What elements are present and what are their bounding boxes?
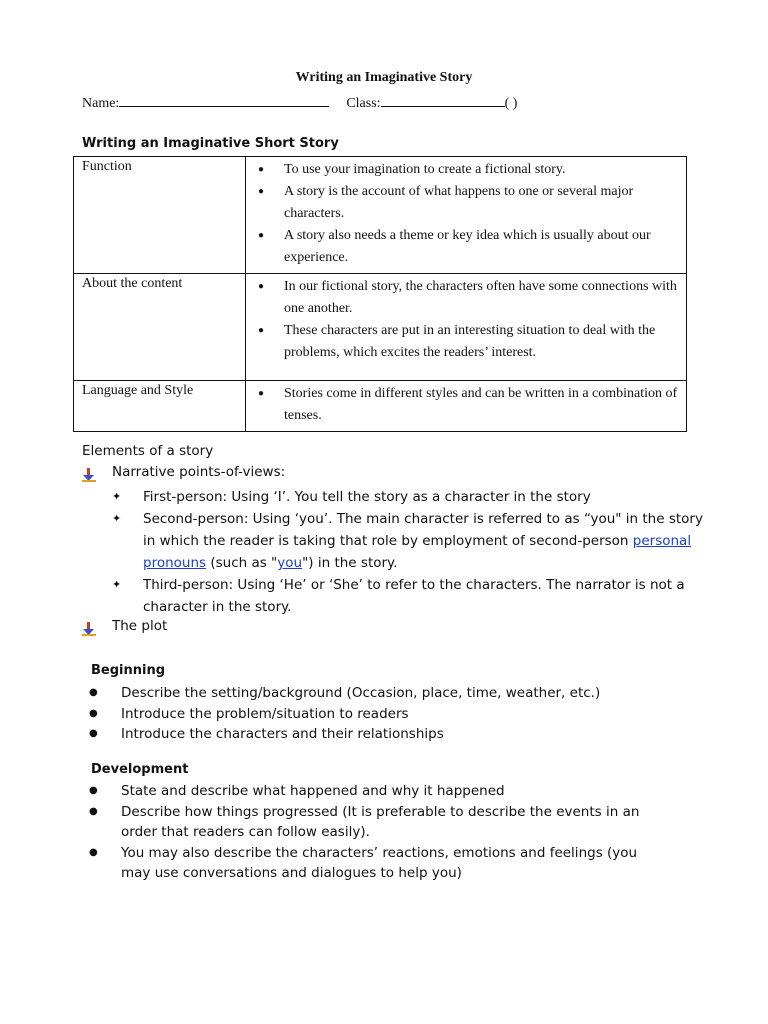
star-bullet-icon: ✦ [112, 490, 122, 503]
arrow-down-icon [82, 468, 96, 482]
list-item: ● You may also describe the characters’ reactions, emotions and feelings (you may use conversations and dialogues to help you) [89, 844, 638, 881]
pov-heading [82, 464, 285, 482]
plot-label: The plot [112, 618, 168, 634]
you-link[interactable]: you [277, 555, 303, 571]
table-row [74, 157, 687, 274]
beginning-heading: Beginning [91, 663, 166, 678]
bullet-icon: ● [258, 186, 265, 197]
list-item: ● A story is the account of what happens to one or several major characters. [254, 181, 678, 225]
pov-label: Narrative points-of-views: [112, 464, 286, 480]
development-list [86, 781, 646, 884]
list-item: ● Describe the setting/background (Occasion, place, time, weather, etc.) [86, 683, 646, 704]
list-item: ● State and describe what happened and why it happened [86, 781, 646, 802]
table-row [74, 274, 687, 381]
table-heading: Writing an Imaginative Short Story [82, 136, 339, 151]
bullet-icon: ● [258, 325, 265, 336]
bullet-icon: ● [89, 728, 98, 739]
row-content [246, 157, 687, 274]
class-label: Class: [346, 96, 381, 111]
star-bullet-icon: ✦ [112, 512, 122, 525]
bullet-icon: ● [89, 785, 98, 796]
list-item: ● Introduce the problem/situation to readers [86, 704, 646, 725]
bullet-icon: ● [258, 388, 265, 399]
name-class-line [82, 92, 517, 112]
list-item: ✦ Second-person: Using ‘you’. The main character is referred to as “you" in the story in which the reader is taking that role by employment of second-person personal pronouns (such as "you") in the story. [112, 508, 712, 574]
bullet-icon: ● [89, 707, 98, 719]
list-item: ✦ Third-person: Using ‘He’ or ‘She’ to refer to the characters. The narrator is not a character in the story. [112, 574, 712, 618]
personal-pronouns-link[interactable]: personal pronouns [143, 533, 692, 571]
list-item: ● A story also needs a theme or key idea which is usually about our experience. [254, 225, 678, 269]
bullet-icon: ● [89, 805, 98, 817]
table-row [74, 381, 687, 432]
star-bullet-icon: ✦ [112, 578, 122, 591]
class-blank[interactable] [381, 92, 505, 107]
bullet-icon: ● [89, 687, 98, 698]
row-label: Language and Style [74, 381, 246, 432]
bullet-icon: ● [258, 281, 265, 292]
name-blank[interactable] [119, 92, 329, 107]
list-item: ● These characters are put in an interesting situation to deal with the problems, which excites the readers’ interest. [254, 320, 678, 364]
development-heading: Development [91, 762, 189, 777]
row-content [246, 381, 687, 432]
list-item: ● Stories come in different styles and can be written in a combination of tenses. [254, 383, 678, 427]
plot-heading [82, 618, 167, 636]
pov-list [112, 486, 712, 618]
row-label: Function [74, 157, 246, 274]
list-item: ● To use your imagination to create a fictional story. [254, 159, 678, 181]
document-title: Writing an Imaginative Story [295, 70, 473, 85]
class-number-slot: ( ) [504, 96, 518, 111]
name-label: Name: [82, 96, 120, 111]
bullet-icon: ● [258, 164, 265, 175]
beginning-list [86, 683, 646, 745]
arrow-down-icon [82, 622, 96, 636]
bullet-icon: ● [89, 846, 98, 858]
bullet-icon: ● [258, 230, 265, 241]
elements-title: Elements of a story [82, 443, 214, 459]
story-info-table [73, 156, 687, 432]
list-item: ● In our fictional story, the characters often have some connections with one another. [254, 276, 678, 320]
list-item: ✦ First-person: Using ‘I’. You tell the story as a character in the story [112, 486, 712, 508]
row-label: About the content [74, 274, 246, 381]
row-content [246, 274, 687, 381]
list-item: ● Introduce the characters and their relationships [86, 724, 646, 745]
list-item: ● Describe how things progressed (It is preferable to describe the events in an order that readers can follow easily). [89, 803, 640, 840]
